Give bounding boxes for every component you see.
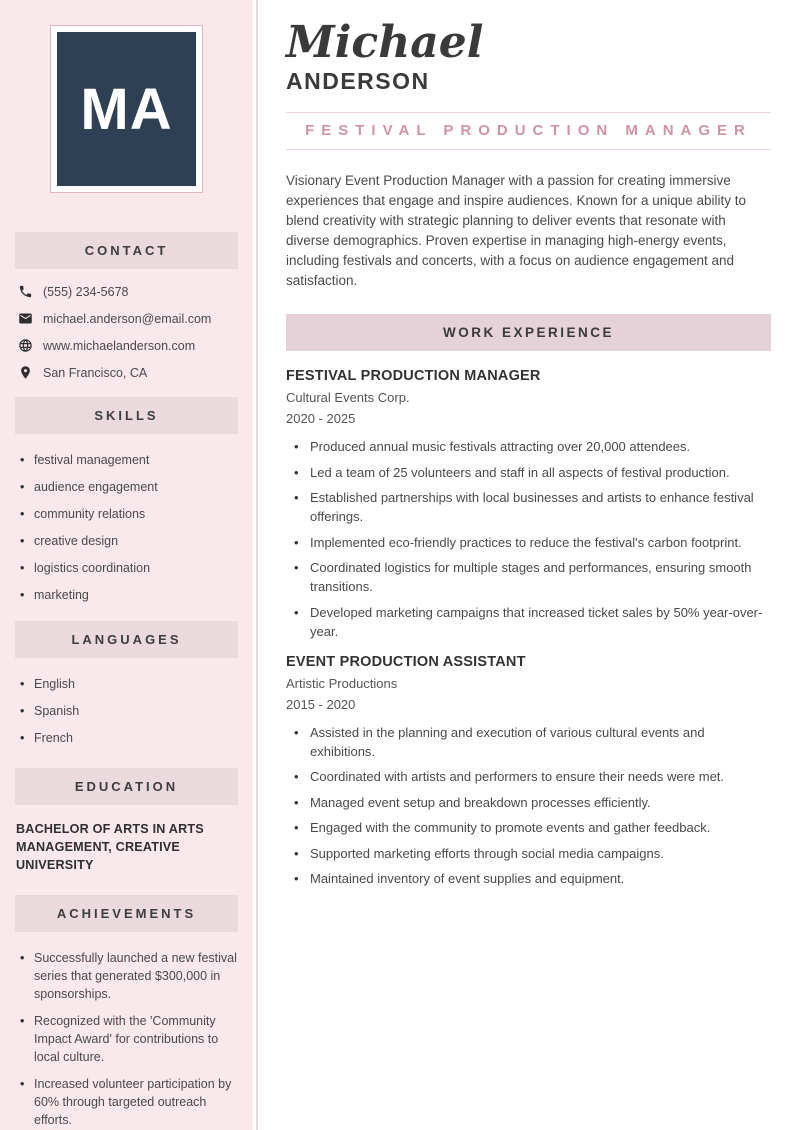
education-text: BACHELOR OF ARTS IN ARTS MANAGEMENT, CREATIVE UNIVERSITY xyxy=(16,822,204,872)
skill-item: • marketing xyxy=(20,586,245,604)
achievement-item: • Successfully launched a new festival series that generated $300,000 in sponsorships. xyxy=(20,949,245,1003)
work-experience-header: WORK EXPERIENCE xyxy=(286,314,771,351)
first-name: Michael xyxy=(286,17,484,68)
job-bullet: • Implemented eco-friendly practices to reduce the festival's carbon footprint. xyxy=(294,533,771,552)
job-bullet: • Established partnerships with local businesses and artists to enhance festival offerings. xyxy=(294,488,771,526)
achievement-item: • Recognized with the 'Community Impact Award' for contributions to local culture. xyxy=(20,1012,245,1066)
job-bullet: • Maintained inventory of event supplies and equipment. xyxy=(294,869,771,888)
contact-item xyxy=(18,284,245,299)
contact-item xyxy=(18,338,245,353)
main-column xyxy=(286,0,771,895)
job-bullet: • Assisted in the planning and execution of various cultural events and exhibitions. xyxy=(294,723,771,761)
achievement-item: • Increased volunteer participation by 60% through targeted outreach efforts. xyxy=(20,1075,245,1129)
job-entry-company: Cultural Events Corp. xyxy=(286,390,410,406)
job-bullet: • Produced annual music festivals attracting over 20,000 attendees. xyxy=(294,437,771,456)
job-entry-title: FESTIVAL PRODUCTION MANAGER xyxy=(286,368,541,385)
job-bullet-list xyxy=(286,723,771,889)
languages-section-header: LANGUAGES xyxy=(15,621,238,658)
job-entry-dates: 2020 - 2025 xyxy=(286,411,356,427)
summary-paragraph: Visionary Event Production Manager with a passion for creating immersive experiences that engage and inspire audiences. Known for a unique ability to blend creativity with strategic planning to deliver events that resonate with diverse demographics. Proven expertise in managing high-energy events, including festivals and concerts, with a focus on audience engagement and satisfaction. xyxy=(286,173,747,289)
contact-list xyxy=(0,284,253,380)
phone-icon xyxy=(18,284,33,299)
skills-list xyxy=(0,451,253,604)
achievements-section-header: ACHIEVEMENTS xyxy=(15,895,238,932)
job-bullet: • Managed event setup and breakdown processes efficiently. xyxy=(294,793,771,812)
language-item: • Spanish xyxy=(20,702,245,720)
languages-list xyxy=(0,675,253,747)
job-entry xyxy=(286,368,771,641)
job-title-banner xyxy=(286,112,771,150)
contact-item-text: San Francisco, CA xyxy=(43,365,148,380)
contact-item-text: michael.anderson@email.com xyxy=(43,311,212,326)
sidebar xyxy=(0,0,253,1130)
language-item: • English xyxy=(20,675,245,693)
job-entry-company: Artistic Productions xyxy=(286,675,398,691)
skill-item: • community relations xyxy=(20,505,245,523)
job-bullet: • Supported marketing efforts through social media campaigns. xyxy=(294,844,771,863)
job-entry xyxy=(286,654,771,889)
job-bullet: • Coordinated with artists and performers to ensure their needs were met. xyxy=(294,767,771,786)
job-title-text: FESTIVAL PRODUCTION MANAGER xyxy=(305,122,752,140)
avatar-initials: MA xyxy=(57,32,196,186)
job-entry-title: EVENT PRODUCTION ASSISTANT xyxy=(286,653,526,670)
skill-item: • creative design xyxy=(20,532,245,550)
contact-item xyxy=(18,311,245,326)
column-divider xyxy=(256,0,258,1130)
skills-section-header: SKILLS xyxy=(15,397,238,434)
job-bullet-list xyxy=(286,437,771,641)
skill-item: • audience engagement xyxy=(20,478,245,496)
skill-item: • festival management xyxy=(20,451,245,469)
job-entry-dates: 2015 - 2020 xyxy=(286,696,356,712)
email-icon xyxy=(18,311,33,326)
skill-item: • logistics coordination xyxy=(20,559,245,577)
contact-item-text: www.michaelanderson.com xyxy=(43,338,196,353)
avatar xyxy=(50,25,203,193)
location-icon xyxy=(18,365,33,380)
education-section-header: EDUCATION xyxy=(15,768,238,805)
job-bullet: • Engaged with the community to promote events and gather feedback. xyxy=(294,818,771,837)
last-name: ANDERSON xyxy=(286,68,430,95)
job-bullet: • Led a team of 25 volunteers and staff in all aspects of festival production. xyxy=(294,463,771,482)
language-item: • French xyxy=(20,729,245,747)
job-bullet: • Coordinated logistics for multiple stages and performances, ensuring smooth transitions. xyxy=(294,558,771,596)
contact-item-text: (555) 234-5678 xyxy=(43,284,129,299)
contact-item xyxy=(18,365,245,380)
job-bullet: • Developed marketing campaigns that increased ticket sales by 50% year-over-year. xyxy=(294,603,771,641)
contact-section-header: CONTACT xyxy=(15,232,238,269)
achievements-list xyxy=(0,949,253,1129)
globe-icon xyxy=(18,338,33,353)
